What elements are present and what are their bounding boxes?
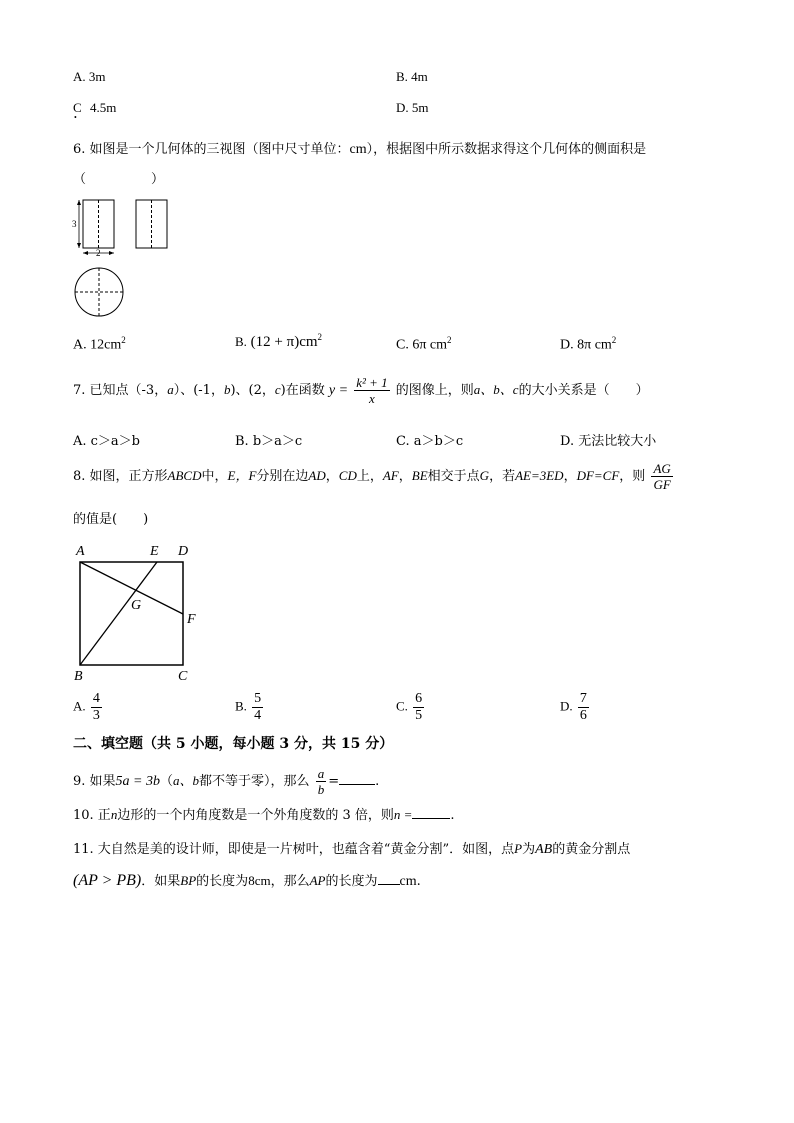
q8-stem: 8. 如图，正方形ABCD中，E，F分别在边AD，CD上，AF，BE相交于点G，若AE=3ED，DF=CF，则 $\frac{AG}{GF}$ xyxy=(73,461,671,492)
label-c: C xyxy=(178,669,188,684)
q5-option-d: D. 5m xyxy=(396,100,429,115)
q8-option-a: A. $\frac{4}{3}$ xyxy=(73,691,100,723)
q6-option-c: C. 6π $cm^2$ xyxy=(396,335,452,353)
q11-answer-blank[interactable] xyxy=(378,884,400,885)
q8-option-c: C. $\frac{6}{5}$ xyxy=(396,691,423,723)
q5-option-a: A. 3m xyxy=(73,69,106,84)
q6-stem: 6. 如图是一个几何体的三视图（图中尺寸单位：cm），根据图中所示数据求得这个几何体的侧面积是 xyxy=(73,142,647,157)
section-2-title: 二、填空题（共 5 小题，每小题 3 分，共 15 分） xyxy=(73,736,394,752)
q7-option-c: C. a＞b＞c xyxy=(396,434,464,449)
q8-option-b: B. $\frac{5}{4}$ xyxy=(235,691,262,723)
q6-option-a: A. $12cm^2$ xyxy=(73,335,126,353)
q10-stem: 10. 正n边形的一个内角度数是一个外角度数的 3 倍，则n = . xyxy=(73,807,455,823)
q8-option-d: D. $\frac{7}{6}$ xyxy=(560,691,587,723)
label-e: E xyxy=(150,544,159,559)
q6-option-d: D. 8π $cm^2$ xyxy=(560,335,617,353)
q11-stem-line2: (AP > PB)．如果BP的长度为8cm，那么AP的长度为 cm. xyxy=(73,872,421,889)
q9-answer-blank[interactable] xyxy=(339,784,375,785)
q5-option-b: B. 4m xyxy=(396,69,428,84)
q8-square-figure xyxy=(70,540,210,686)
label-f: F xyxy=(187,612,196,627)
q5-option-c-value: 4.5m xyxy=(90,100,117,115)
label-b: B xyxy=(74,669,83,684)
square-abcd xyxy=(80,562,183,665)
q10-answer-blank[interactable] xyxy=(412,818,450,819)
q6-option-b: B. $(12 + \pi)cm^2$ xyxy=(235,332,323,350)
q6-answer-paren: （ ） xyxy=(73,172,165,187)
label-d: D xyxy=(178,544,189,559)
q8-stem-line2: 的值是( ) xyxy=(73,512,149,527)
q11-stem-line1: 11. 大自然是美的设计师，即使是一片树叶，也蕴含着“黄金分割”．如图，点P为AB的黄金分割点 xyxy=(73,841,631,857)
q7-option-d: D. 无法比较大小 xyxy=(560,434,657,449)
q7-option-b: B. b＞a＞c xyxy=(235,434,303,449)
width-dim-label: 2 xyxy=(96,248,101,258)
q6-three-view-figure xyxy=(70,194,190,318)
q7-stem: 7. 已知点（-3，a）、(-1，b)、(2，c)在函数 y = $\frac{\text{k² + 1}}{x}$ 的图像上，则a、b、c的大小关系是（ ） xyxy=(73,375,649,406)
q9-stem: 9. 如果5a = 3b（a、b都不等于零），那么 $\frac{a}{b}$ = . xyxy=(73,766,380,797)
segment-be xyxy=(80,562,157,665)
label-g: G xyxy=(131,598,142,613)
q7-option-a: A. c＞a＞b xyxy=(73,434,141,449)
height-dim-label: 3 xyxy=(72,219,77,229)
q5-option-c-label: C xyxy=(73,100,82,115)
q5-dot-mark: • xyxy=(74,113,77,122)
label-a: A xyxy=(76,544,85,559)
